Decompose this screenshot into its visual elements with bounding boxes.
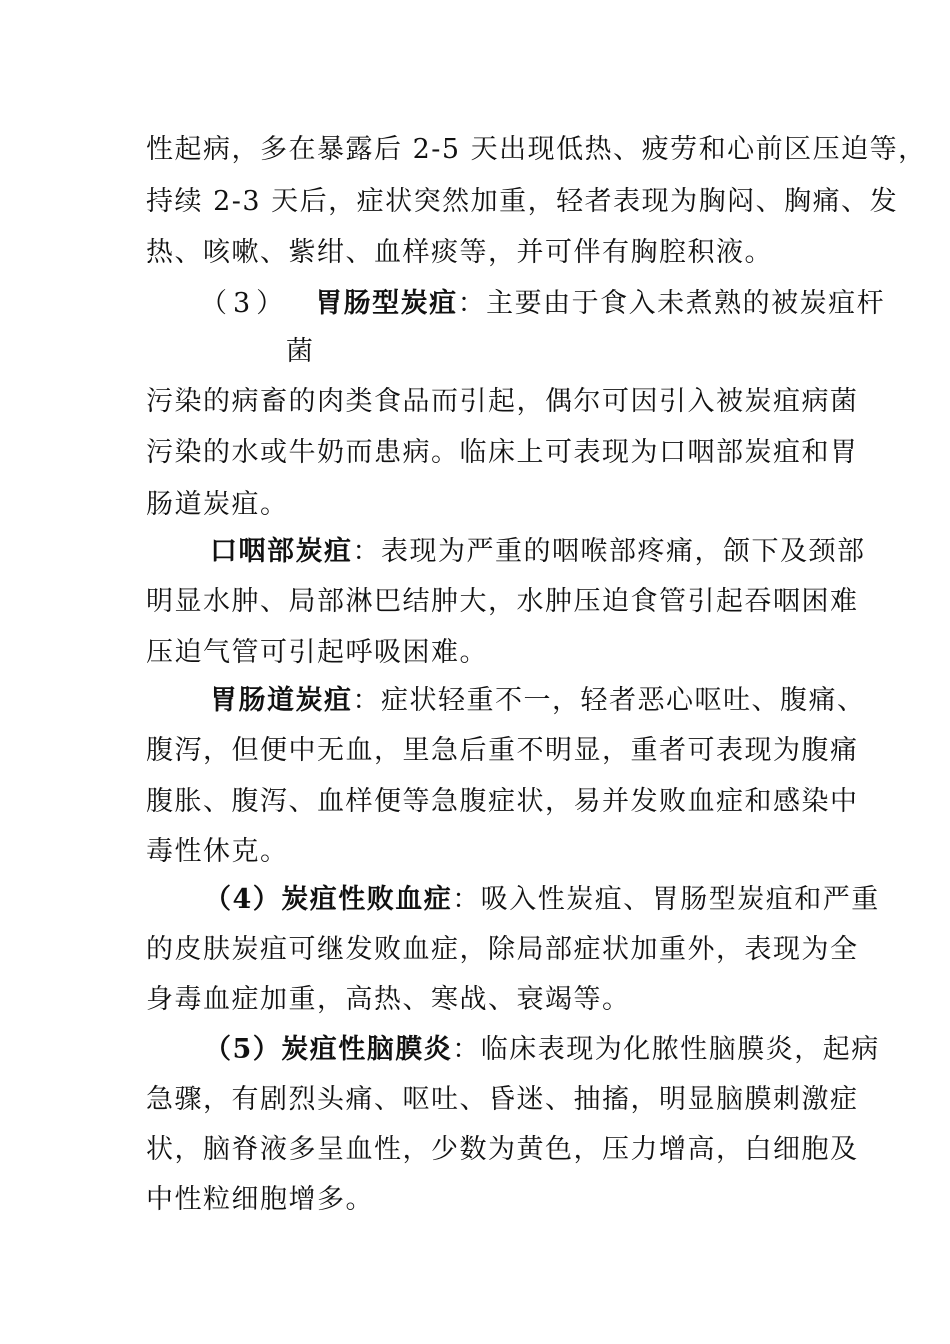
paragraph-line: 急骤，有剧烈头痛、呕吐、昏迷、抽搐，明显脑膜刺激症	[146, 1084, 859, 1115]
section-title: 胃肠道炭疽	[210, 685, 353, 716]
section-heading-intestinal	[210, 681, 866, 721]
paragraph-line: 毒性休克。	[146, 836, 289, 867]
section-number: （3）	[200, 288, 290, 319]
paragraph-line: 身毒血症加重，高热、寒战、衰竭等。	[146, 984, 631, 1015]
section-text: ：症状轻重不一，轻者恶心呕吐、腹痛、	[352, 685, 866, 716]
paragraph-line: 菌	[286, 336, 315, 367]
paragraph-line: 性起病，多在暴露后 2-5 天出现低热、疲劳和心前区压迫等，	[146, 134, 927, 165]
section-heading-meningitis	[204, 1030, 880, 1070]
paragraph-line: 污染的水或牛奶而患病。临床上可表现为口咽部炭疽和胃	[146, 437, 859, 468]
section-number: （5）	[204, 1034, 282, 1065]
section-title: 炭疽性败血症	[281, 884, 453, 915]
paragraph-line: 肠道炭疽。	[146, 489, 289, 520]
paragraph-line: 压迫气管可引起呼吸困难。	[146, 637, 488, 668]
section-heading-gi	[200, 284, 885, 324]
paragraph-line: 明显水肿、局部淋巴结肿大，水肿压迫食管引起吞咽困难	[146, 586, 859, 617]
section-number: （4）	[204, 884, 282, 915]
section-heading-septicemia	[204, 880, 880, 920]
section-title: 口咽部炭疽	[210, 536, 353, 567]
section-text: ：吸入性炭疽、胃肠型炭疽和严重	[452, 884, 880, 915]
paragraph-line: 的皮肤炭疽可继发败血症，除局部症状加重外，表现为全	[146, 934, 859, 965]
section-title: 炭疽性脑膜炎	[281, 1034, 453, 1065]
paragraph-line: 热、咳嗽、紫绀、血样痰等，并可伴有胸腔积液。	[146, 237, 773, 268]
paragraph-line: 状，脑脊液多呈血性，少数为黄色，压力增高，白细胞及	[146, 1134, 859, 1165]
section-text: ：表现为严重的咽喉部疼痛，颌下及颈部	[352, 536, 866, 567]
paragraph-line: 持续 2-3 天后，症状突然加重，轻者表现为胸闷、胸痛、发	[146, 186, 899, 217]
section-text: ：主要由于食入未煮熟的被炭疽杆	[457, 288, 886, 319]
section-title: 胃肠型炭疽	[315, 288, 458, 319]
paragraph-line: 腹胀、腹泻、血样便等急腹症状，易并发败血症和感染中	[146, 786, 859, 817]
paragraph-line: 污染的病畜的肉类食品而引起，偶尔可因引入被炭疽病菌	[146, 386, 859, 417]
paragraph-line: 中性粒细胞增多。	[146, 1184, 374, 1215]
section-text: ：临床表现为化脓性脑膜炎，起病	[452, 1034, 880, 1065]
paragraph-line: 腹泻，但便中无血，里急后重不明显，重者可表现为腹痛	[146, 735, 859, 766]
section-heading-oropharyngeal	[210, 532, 866, 572]
